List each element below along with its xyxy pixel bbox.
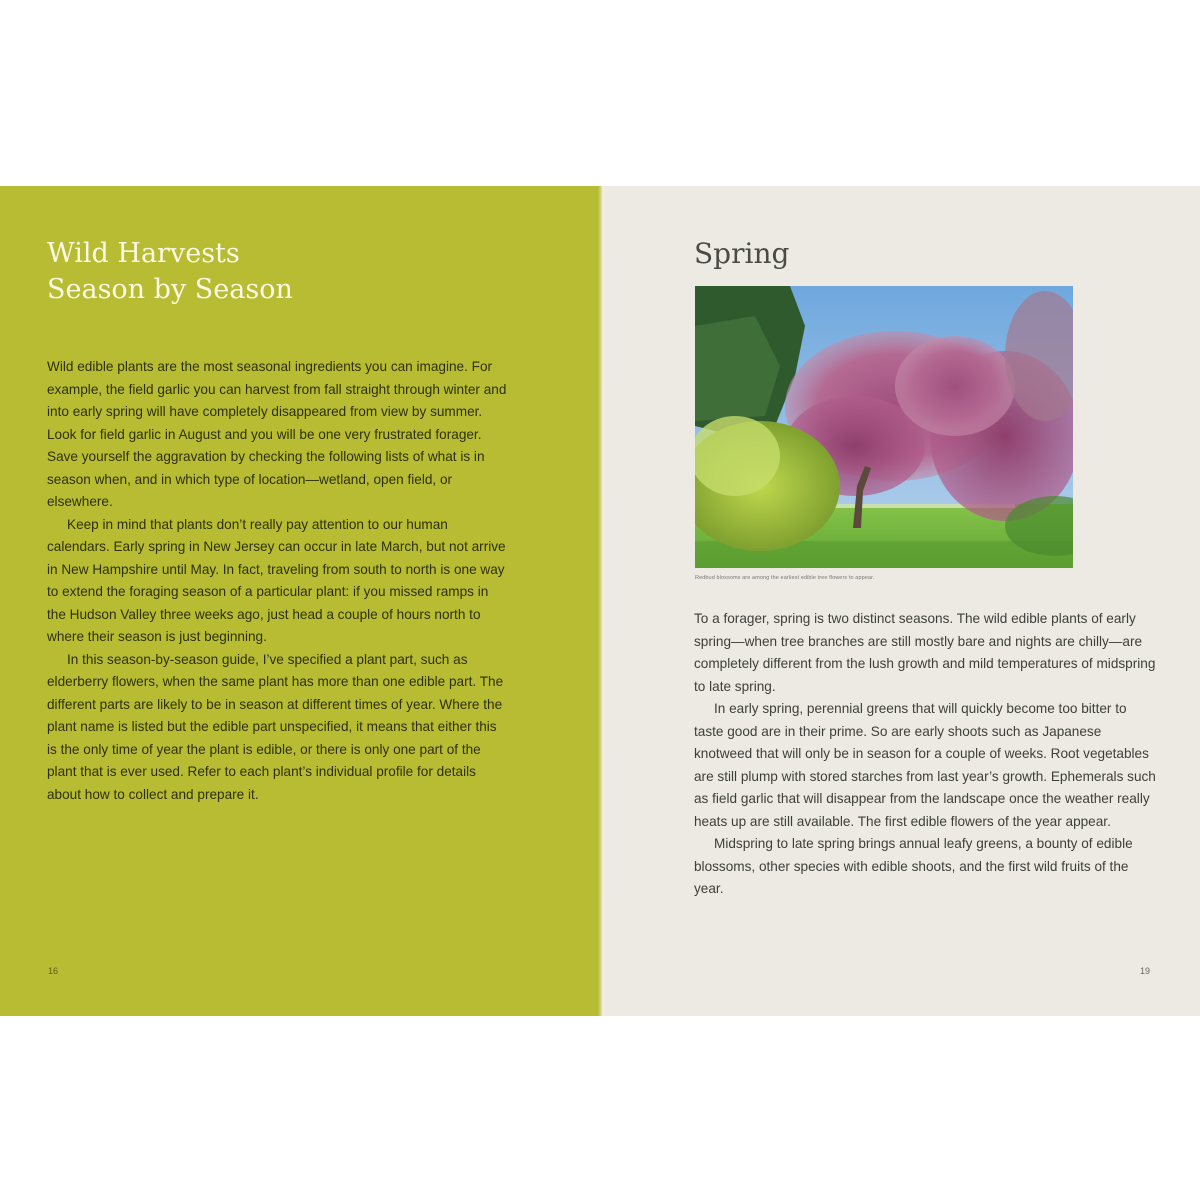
- left-page: [0, 186, 601, 1016]
- book-gutter: [598, 186, 606, 1016]
- chapter-title-line-1: Wild Harvests: [47, 238, 240, 269]
- right-page: [601, 186, 1200, 1016]
- book-spread: [0, 186, 1200, 1016]
- paragraph: In this season-by-season guide, I’ve specified a plant part, such as elderberry flowers, when the same plant has more than one edible part. The different parts are likely to be in season at different times of year. Where the plant name is listed but the edible part unspecified, it means that either this is the only time of year the plant is edible, or there is only one part of the plant that is ever used. Refer to each plant’s individual profile for details about how to collect and prepare it.: [47, 651, 504, 802]
- paragraph: To a forager, spring is two distinct seasons. The wild edible plants of early spring—when tree branches are still mostly bare and nights are chilly—are completely different from the lush growth and mild temperatures of midspring to late spring.: [694, 611, 1156, 694]
- landscape-photo-icon: [695, 286, 1073, 568]
- section-title: Spring: [694, 237, 790, 270]
- paragraph: In early spring, perennial greens that will quickly become too bitter to taste good are in their prime. So are early shoots such as Japanese knotweed that will only be in season for a couple of weeks. Root vegetables are still plump with stored starches from last year’s growth. Ephemerals such as field garlic that will disappear from the landscape once the weather really heats up are still available. The first edible flowers of the year appear.: [694, 701, 1156, 829]
- paragraph: Midspring to late spring brings annual leafy greens, a bounty of edible blossoms, other species with edible shoots, and the first wild fruits of the year.: [694, 836, 1133, 896]
- left-body-text: [47, 356, 509, 806]
- paragraph: Wild edible plants are the most seasonal ingredients you can imagine. For example, the field garlic you can harvest from fall straight through winter and into early spring will have completely disappeared from view by summer. Look for field garlic in August and you will be one very frustrated forager. Save yourself the aggravation by checking the following lists of what is in season when, and in which type of location—wetland, open field, or elsewhere.: [47, 359, 507, 509]
- chapter-title-line-2: Season by Season: [47, 274, 293, 305]
- page-number-left: 16: [48, 966, 59, 976]
- page-number-right: 19: [1139, 966, 1150, 976]
- photo-redbud-trees: [695, 286, 1073, 568]
- right-body-text: [694, 608, 1159, 901]
- photo-caption: Redbud blossoms are among the earliest edible tree flowers to appear.: [695, 575, 875, 581]
- paragraph: Keep in mind that plants don’t really pay attention to our human calendars. Early spring in New Jersey can occur in late March, but not arrive in New Hampshire until May. In fact, traveling from south to north is one way to extend the foraging season of a particular plant: if you missed ramps in the Hudson Valley three weeks ago, just head a couple of hours north to where their season is just beginning.: [47, 516, 506, 644]
- chapter-title: [47, 236, 293, 308]
